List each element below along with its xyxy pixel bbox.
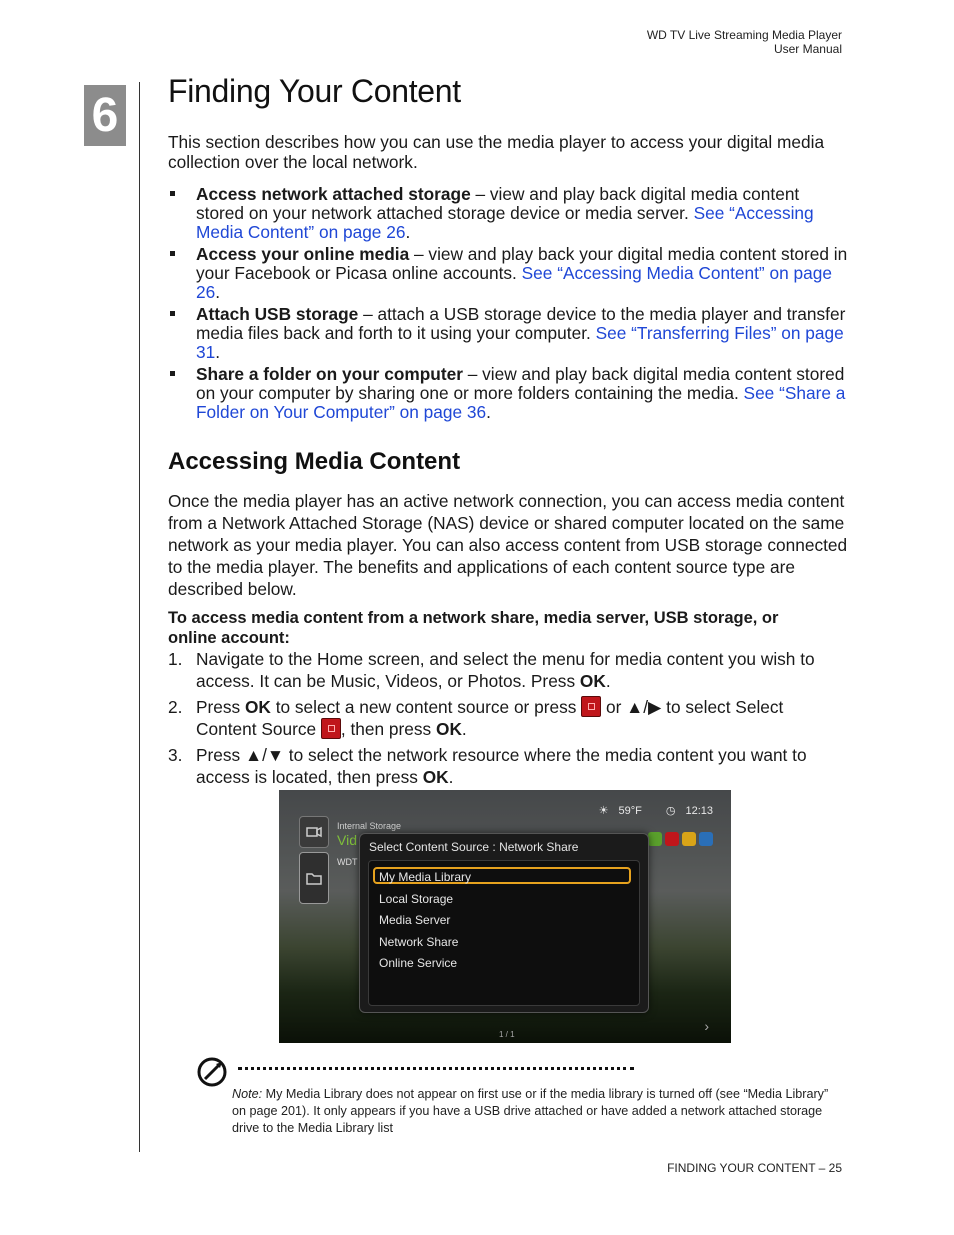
step-text: .	[448, 767, 454, 787]
bullet-bold: Share a folder on your computer	[196, 364, 463, 384]
internal-storage-label: Internal Storage	[337, 821, 402, 831]
clock-icon: ◷	[665, 805, 676, 817]
step-text: to select a new content source or press	[270, 697, 582, 717]
bullet-marker	[170, 251, 175, 256]
bullet-item	[168, 305, 848, 362]
bullet-item	[168, 365, 848, 422]
procedure-steps	[168, 648, 848, 792]
bullet-marker	[170, 371, 175, 376]
bullet-tail: .	[215, 282, 221, 302]
bullet-marker	[170, 311, 175, 316]
weather-temp: 59°F	[618, 804, 642, 817]
chapter-number: 6	[91, 89, 119, 142]
option-my-media-library[interactable]: My Media Library	[373, 867, 631, 884]
folder-icon	[299, 852, 329, 904]
color-key-swatches	[648, 832, 713, 846]
step-number: 3.	[168, 745, 183, 765]
step-text: .	[461, 719, 467, 739]
clock-time: 12:13	[685, 804, 713, 817]
bullet-tail: .	[405, 222, 411, 242]
chapter-number-badge	[84, 85, 126, 146]
video-label: Vid	[337, 832, 357, 848]
option-local-storage[interactable]: Local Storage	[379, 892, 454, 906]
ok-key: OK	[436, 719, 462, 739]
cross-reference-link[interactable]: See “Accessing Media Content” on page 26	[196, 203, 814, 242]
header-product-title: WD TV Live Streaming Media Player	[646, 28, 842, 42]
step-text: to select Select Content Source	[196, 697, 784, 739]
bullet-text: – attach a USB storage device to the media player and transfer media files back and forth to it using your computer.	[196, 304, 846, 343]
chevron-right-icon: ›	[704, 1018, 709, 1034]
cross-reference-link[interactable]: See “Transferring Files” on page 31	[196, 323, 844, 362]
red-key-icon	[665, 832, 679, 846]
content-source-button-icon	[581, 696, 601, 717]
bullet-text: – view and play back your digital media content stored in your Facebook or Picasa online accounts.	[196, 244, 848, 283]
bullet-marker	[170, 191, 175, 196]
step-text: Navigate to the Home screen, and select the menu for media content you wish to access. It can be Music, Videos, or Photos. Press	[196, 649, 815, 691]
wdt-label: WDT	[337, 857, 358, 867]
step-text: , then press	[340, 719, 436, 739]
step-number: 1.	[168, 649, 183, 669]
page-indicator: 1 / 1	[499, 1030, 515, 1039]
note-dotted-rule	[238, 1067, 634, 1070]
intro-paragraph: This section describes how you can use the media player to access your digital media collection over the local network.	[168, 132, 825, 172]
weather-icon: ☀	[598, 805, 609, 817]
bullet-text: – view and play back digital media content stored on your computer by sharing one or more folders containing the media.	[196, 364, 845, 403]
step-text: to select the network resource where the media content you want to access is located, then press	[196, 745, 807, 787]
bullet-bold: Access network attached storage	[196, 184, 471, 204]
option-media-server[interactable]: Media Server	[379, 913, 451, 927]
yellow-key-icon	[682, 832, 696, 846]
arrow-keys-icon: ▲/▶	[626, 697, 662, 717]
bullet-text: – view and play back digital media content stored on your network attached storage device or media server.	[196, 184, 800, 223]
video-icon	[299, 816, 329, 848]
bullet-item	[168, 185, 848, 242]
step-number: 2.	[168, 697, 183, 717]
bullet-tail: .	[215, 342, 221, 362]
ok-key: OK	[244, 697, 271, 717]
option-network-share[interactable]: Network Share	[379, 935, 459, 949]
note-icon	[196, 1056, 228, 1088]
step-text: Press	[196, 745, 245, 765]
running-header	[647, 28, 842, 56]
select-content-source-dialog	[359, 833, 649, 1013]
section-heading: Accessing Media Content	[168, 448, 461, 475]
blue-key-icon	[699, 832, 713, 846]
option-online-service[interactable]: Online Service	[379, 956, 458, 970]
procedure-title: To access media content from a network share, media server, USB storage, or online account:	[168, 609, 779, 647]
header-doc-type: User Manual	[773, 42, 842, 56]
step-item	[168, 648, 848, 692]
note-text	[232, 1086, 832, 1137]
arrow-keys-icon: ▲/▼	[244, 745, 284, 765]
step-text: .	[605, 671, 611, 691]
ok-key: OK	[422, 767, 449, 787]
status-bar	[599, 804, 713, 817]
note-label: Note:	[232, 1087, 263, 1101]
cross-reference-link[interactable]: See “Accessing Media Content” on page 26	[196, 263, 832, 302]
source-option-list	[368, 860, 640, 1006]
dialog-title: Select Content Source : Network Share	[369, 840, 579, 854]
page-footer: FINDING YOUR CONTENT – 25	[667, 1161, 842, 1175]
bullet-bold: Access your online media	[196, 244, 410, 264]
bullet-bold: Attach USB storage	[196, 304, 359, 324]
chapter-divider-rule	[139, 82, 140, 1152]
note-body: My Media Library does not appear on first use or if the media library is turned off (see “Media Library” on page 201). It only appears if you have a USB drive attached or have added a network attached storage drive to the Media Library list	[232, 1087, 829, 1135]
ok-key: OK	[579, 671, 606, 691]
cross-reference-link[interactable]: See “Share a Folder on Your Computer” on page 36	[196, 383, 846, 422]
bullet-tail: .	[486, 402, 491, 422]
chapter-title: Finding Your Content	[168, 73, 461, 109]
section-paragraph: Once the media player has an active network connection, you can access media content from a Network Attached Storage (NAS) device or shared computer located on the same network as your media player. You can also access content from USB storage connected to the media player. The benefits and applications of each content source type are described below.	[168, 491, 848, 599]
bullet-item	[168, 245, 848, 302]
feature-bullet-list	[168, 185, 848, 425]
step-text: Press	[196, 697, 245, 717]
step-item	[168, 744, 848, 788]
green-key-icon	[648, 832, 662, 846]
step-item	[168, 696, 848, 740]
step-text: or	[601, 697, 627, 717]
media-player-screenshot	[279, 790, 731, 1043]
content-source-button-icon	[321, 718, 341, 739]
